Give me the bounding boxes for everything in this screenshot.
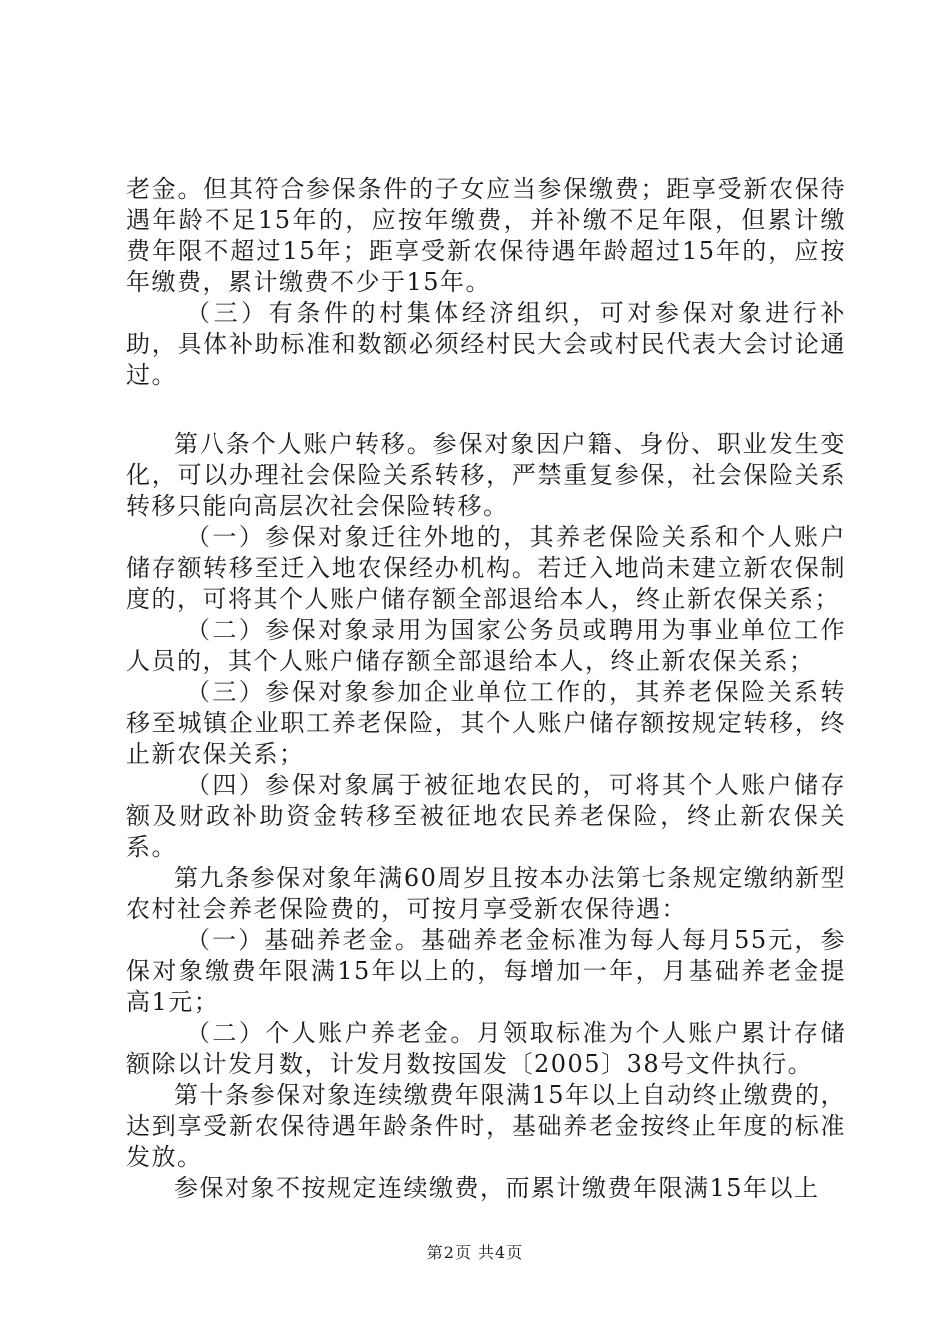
paragraph-article-10: 第十条参保对象连续缴费年限满15年以上自动终止缴费的，达到享受新农保待遇年龄条件时，基础养老金按终止年度的标准发放。 — [126, 1081, 846, 1171]
paragraph-article-9: 第九条参保对象年满60周岁且按本办法第七条规定缴纳新型农村社会养老保险费的，可按月享受新农保待遇： — [126, 864, 846, 923]
paragraph: 老金。但其符合参保条件的子女应当参保缴费；距享受新农保待遇年龄不足15年的，应按年缴费，并补缴不足年限，但累计缴费年限不超过15年；距享受新农保待遇年龄超过15年的，应按年缴费，累计缴费不少于15年。 — [126, 175, 846, 296]
paragraph: 参保对象不按规定连续缴费，而累计缴费年限满15年以上 — [174, 1174, 820, 1202]
paragraph: （一）基础养老金。基础养老金标准为每人每月55元，参保对象缴费年限满15年以上的，每增加一年，月基础养老金提高1元； — [126, 926, 846, 1016]
paragraph: （二）参保对象录用为国家公务员或聘用为事业单位工作人员的，其个人账户储存额全部退给本人，终止新农保关系； — [126, 616, 846, 675]
page-number-footer: 第2页 共4页 — [426, 1243, 524, 1262]
paragraph-gap — [126, 391, 846, 429]
paragraph: （三）有条件的村集体经济组织，可对参保对象进行补助，具体补助标准和数额必须经村民大会或村民代表大会讨论通过。 — [126, 299, 846, 389]
paragraph: （二）个人账户养老金。月领取标准为个人账户累计存储额除以计发月数，计发月数按国发〔2005〕38号文件执行。 — [126, 1019, 846, 1078]
paragraph-article-8: 第八条个人账户转移。参保对象因户籍、身份、职业发生变化，可以办理社会保险关系转移，严禁重复参保，社会保险关系转移只能向高层次社会保险转移。 — [126, 430, 846, 520]
paragraph: （三）参保对象参加企业单位工作的，其养老保险关系转移至城镇企业职工养老保险，其个人账户储存额按规定转移，终止新农保关系； — [126, 678, 846, 768]
paragraph: （四）参保对象属于被征地农民的，可将其个人账户储存额及财政补助资金转移至被征地农民养老保险，终止新农保关系。 — [126, 771, 846, 861]
paragraph: （一）参保对象迁往外地的，其养老保险关系和个人账户储存额转移至迁入地农保经办机构。若迁入地尚未建立新农保制度的，可将其个人账户储存额全部退给本人，终止新农保关系； — [126, 523, 846, 613]
document-body — [126, 174, 846, 1204]
